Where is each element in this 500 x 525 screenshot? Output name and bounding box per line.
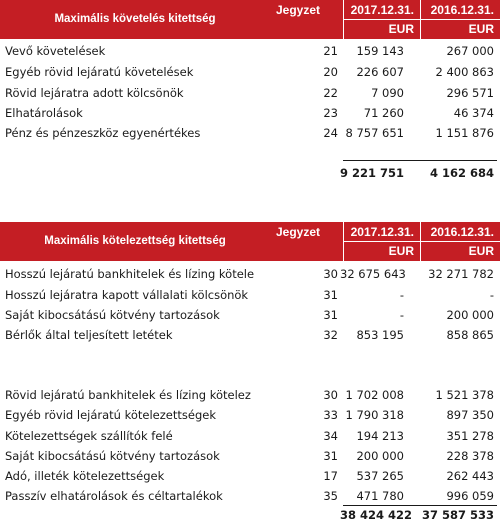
currency-2017-header: EUR — [388, 22, 414, 36]
value-2016: 32 271 782 — [428, 267, 494, 281]
row-label: Kötelezettségek szállítók felé — [5, 429, 173, 443]
value-2016: 351 278 — [446, 429, 494, 443]
value-2017: - — [399, 288, 404, 302]
row-note: 34 — [323, 429, 338, 443]
value-2016: - — [489, 288, 494, 302]
row-note: 35 — [323, 489, 338, 503]
value-2016: 296 571 — [446, 86, 494, 100]
row-label: Hosszú lejáratra kapott vállalati kölcsönök — [5, 288, 249, 302]
row-note: 31 — [323, 449, 338, 463]
value-2017: 1 790 318 — [345, 408, 404, 422]
value-2016: 267 000 — [446, 44, 494, 58]
value-2016: 2 400 863 — [435, 65, 494, 79]
value-2017: 853 195 — [356, 328, 404, 342]
row-note: 20 — [323, 65, 338, 79]
row-label: Pénz és pénzeszköz egyenértékes — [5, 126, 201, 140]
value-2017: 7 090 — [371, 86, 404, 100]
value-2016: 897 350 — [446, 408, 494, 422]
note-column-header: Jegyzet — [276, 3, 321, 17]
row-label: Vevő követelések — [5, 44, 106, 58]
value-2017: 471 780 — [356, 489, 404, 503]
row-label: Rövid lejáratra adott kölcsönök — [5, 86, 184, 100]
row-note: 24 — [323, 126, 338, 140]
row-note: 33 — [323, 408, 338, 422]
total-row — [0, 505, 500, 525]
table-row — [0, 83, 500, 103]
row-note: 31 — [323, 288, 338, 302]
row-note: 23 — [323, 106, 338, 120]
value-2017: 71 260 — [363, 106, 404, 120]
table-row — [0, 385, 500, 405]
row-label: Bérlők által teljesített letétek — [5, 328, 173, 342]
total-rule — [343, 160, 497, 161]
table-row — [0, 264, 500, 284]
value-2017: 226 607 — [356, 65, 404, 79]
liabilities-table-header — [0, 222, 500, 261]
value-2017: 8 757 651 — [345, 126, 404, 140]
value-2016: 858 865 — [446, 328, 494, 342]
value-2016: 46 374 — [453, 106, 494, 120]
liabilities-table-title: Maximális kötelezettség kitettség — [44, 235, 226, 247]
row-note: 30 — [323, 388, 338, 402]
year-2016-header: 2016.12.31. — [430, 225, 494, 239]
value-2017: 194 213 — [356, 429, 404, 443]
table-row — [0, 405, 500, 425]
table-row — [0, 62, 500, 82]
currency-2016-header: EUR — [468, 22, 494, 36]
total-2017: 38 424 422 — [340, 508, 413, 522]
value-2016: 996 059 — [446, 489, 494, 503]
header-divider — [343, 241, 500, 242]
value-2017: 200 000 — [356, 449, 404, 463]
table-row — [0, 466, 500, 486]
row-label: Saját kibocsátású kötvény tartozások — [5, 308, 220, 322]
row-note: 31 — [323, 308, 338, 322]
row-note: 32 — [323, 328, 338, 342]
value-2017: - — [399, 308, 404, 322]
note-column-header: Jegyzet — [276, 225, 321, 239]
receivables-table-title: Maximális követelés kitettség — [54, 13, 216, 25]
table-row — [0, 486, 500, 506]
total-2017: 9 221 751 — [340, 166, 405, 180]
table-row — [0, 123, 500, 143]
row-note: 17 — [323, 469, 338, 483]
value-2016: 200 000 — [446, 308, 494, 322]
value-2017: 1 702 008 — [345, 388, 404, 402]
table-row — [0, 446, 500, 466]
currency-2016-header: EUR — [468, 244, 494, 258]
table-row — [0, 426, 500, 446]
row-note: 22 — [323, 86, 338, 100]
header-divider — [343, 19, 500, 20]
total-2016: 4 162 684 — [429, 166, 494, 180]
row-label: Saját kibocsátású kötvény tartozások — [5, 449, 220, 463]
currency-2017-header: EUR — [388, 244, 414, 258]
value-2017: 537 265 — [356, 469, 404, 483]
row-label: Egyéb rövid lejáratú követelések — [5, 65, 194, 79]
value-2016: 262 443 — [446, 469, 494, 483]
row-label: Hosszú lejáratú bankhitelek és lízing kötele — [5, 267, 255, 281]
row-note: 30 — [323, 267, 338, 281]
value-2017: 159 143 — [356, 44, 404, 58]
total-2016: 37 587 533 — [421, 508, 494, 522]
total-row — [0, 163, 500, 183]
table-row — [0, 305, 500, 325]
row-label: Rövid lejáratú bankhitelek és lízing kötelez — [5, 388, 251, 402]
row-label: Passzív elhatárolások és céltartalékok — [5, 489, 223, 503]
year-2016-header: 2016.12.31. — [430, 3, 494, 17]
year-2017-header: 2017.12.31. — [350, 3, 414, 17]
row-label: Egyéb rövid lejáratú kötelezettségek — [5, 408, 216, 422]
table-row — [0, 325, 500, 345]
receivables-table-header — [0, 0, 500, 39]
value-2017: 32 675 643 — [340, 267, 406, 281]
row-note: 21 — [323, 44, 338, 58]
table-row — [0, 41, 500, 61]
year-2017-header: 2017.12.31. — [350, 225, 414, 239]
row-label: Elhatárolások — [5, 106, 83, 120]
table-row — [0, 103, 500, 123]
value-2016: 228 378 — [446, 449, 494, 463]
value-2016: 1 521 378 — [435, 388, 494, 402]
row-label: Adó, illeték kötelezettségek — [5, 469, 165, 483]
table-row — [0, 285, 500, 305]
value-2016: 1 151 876 — [435, 126, 494, 140]
